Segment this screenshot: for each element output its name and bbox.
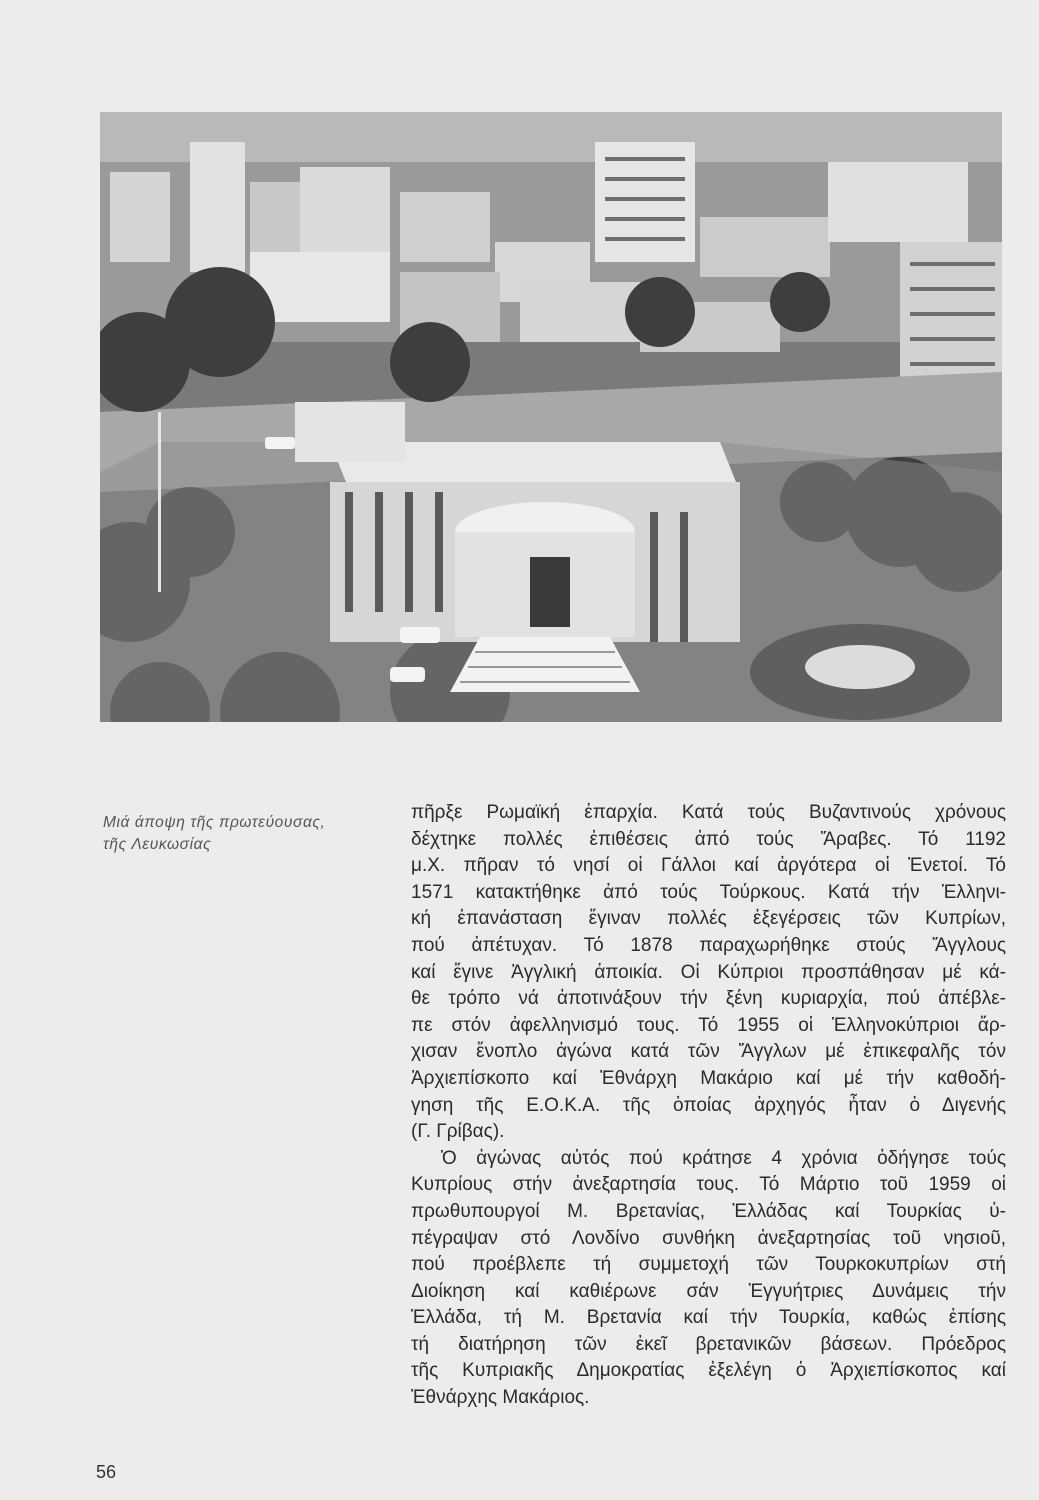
text-line: Ἀρχιεπίσκοπο καί Ἐθνάρχη Μακάριο καί μέ τήν καθοδή- bbox=[411, 1067, 1006, 1089]
text-line: πού προέβλεπε τή συμμετοχή τῶν Τουρκοκυπρίων στή bbox=[411, 1254, 1006, 1276]
text-line: 1571 κατακτήθηκε ἀπό τούς Τούρκους. Κατά τήν Ἑλληνι- bbox=[411, 881, 1006, 903]
text-line: Ἐθνάρχης Μακάριος. bbox=[411, 1387, 590, 1409]
text-line: χισαν ἔνοπλο ἀγώνα κατά τῶν Ἄγγλων μέ ἐπικεφαλῆς τόν bbox=[411, 1041, 1006, 1063]
nicosia-aerial-photo bbox=[100, 112, 1002, 722]
text-line: πέγραψαν στό Λονδίνο συνθήκη ἀνεξαρτησίας τοῦ νησιοῦ, bbox=[411, 1227, 1006, 1249]
text-line: πρωθυπουργοί Μ. Βρετανίας, Ἑλλάδας καί Τουρκίας ὑ- bbox=[411, 1200, 1006, 1222]
text-line: τῆς Κυπριακῆς Δημοκρατίας ἐξελέγη ὁ Ἀρχιεπίσκοπος καί bbox=[411, 1360, 1006, 1382]
text-line: Διοίκηση καί καθιέρωνε σάν Ἐγγυήτριες Δυνάμεις τήν bbox=[411, 1280, 1006, 1302]
photo-illustration bbox=[100, 112, 1002, 722]
text-line: πῆρξε Ρωμαϊκή ἐπαρχία. Κατά τούς Βυζαντινούς χρόνους bbox=[411, 802, 1006, 823]
body-text bbox=[411, 800, 1006, 1412]
text-line: Κυπρίους στήν ἀνεξαρτησία τους. Τό Μάρτιο τοῦ 1959 οἱ bbox=[411, 1174, 1006, 1196]
text-line: (Γ. Γρίβας). bbox=[411, 1121, 505, 1143]
text-line: Ἑλλάδα, τή Μ. Βρετανία καί τήν Τουρκία, καθώς ἐπίσης bbox=[411, 1307, 1006, 1329]
text-line: καί ἔγινε Ἀγγλική ἀποικία. Οἱ Κύπριοι προσπάθησαν μέ κά- bbox=[411, 961, 1006, 983]
text-line: πού ἀπέτυχαν. Τό 1878 παραχωρήθηκε στούς Ἄγγλους bbox=[411, 934, 1006, 956]
text-line: δέχτηκε πολλές ἐπιθέσεις ἀπό τούς Ἄραβες. Τό 1192 bbox=[411, 828, 1006, 850]
text-line: μ.Χ. πῆραν τό νησί οἱ Γάλλοι καί ἀργότερα οἱ Ἐνετοί. Τό bbox=[411, 855, 1006, 877]
text-line: πε στόν ἀφελληνισμό τους. Τό 1955 οἱ Ἑλληνοκύπριοι ἄρ- bbox=[411, 1014, 1006, 1036]
text-line: Ὁ ἀγώνας αὐτός πού κράτησε 4 χρόνια ὁδήγησε τούς bbox=[441, 1147, 1006, 1169]
text-line: γηση τῆς Ε.Ο.Κ.Α. τῆς ὁποίας ἀρχηγός ἦταν ὁ Διγενής bbox=[411, 1094, 1006, 1116]
page-number: 56 bbox=[96, 1462, 117, 1482]
text-line: θε τρόπο νά ἀποτινάξουν τήν ξένη κυριαρχία, πού ἀπέβλε- bbox=[411, 988, 1006, 1010]
paragraph-2 bbox=[411, 1146, 1006, 1412]
caption-line: τῆς Λευκωσίας bbox=[103, 836, 212, 853]
caption-line: Μιά άποψη τῆς πρωτεύουσας, bbox=[103, 814, 326, 831]
text-line: τή διατήρηση τῶν ἐκεῖ βρετανικῶν βάσεων. Πρόεδρος bbox=[411, 1333, 1006, 1355]
paragraph-1 bbox=[411, 800, 1006, 1146]
text-line: κή ἐπανάσταση ἔγιναν πολλές ἐξεγέρσεις τῶν Κυπρίων, bbox=[411, 908, 1006, 930]
photo-caption bbox=[103, 812, 388, 856]
